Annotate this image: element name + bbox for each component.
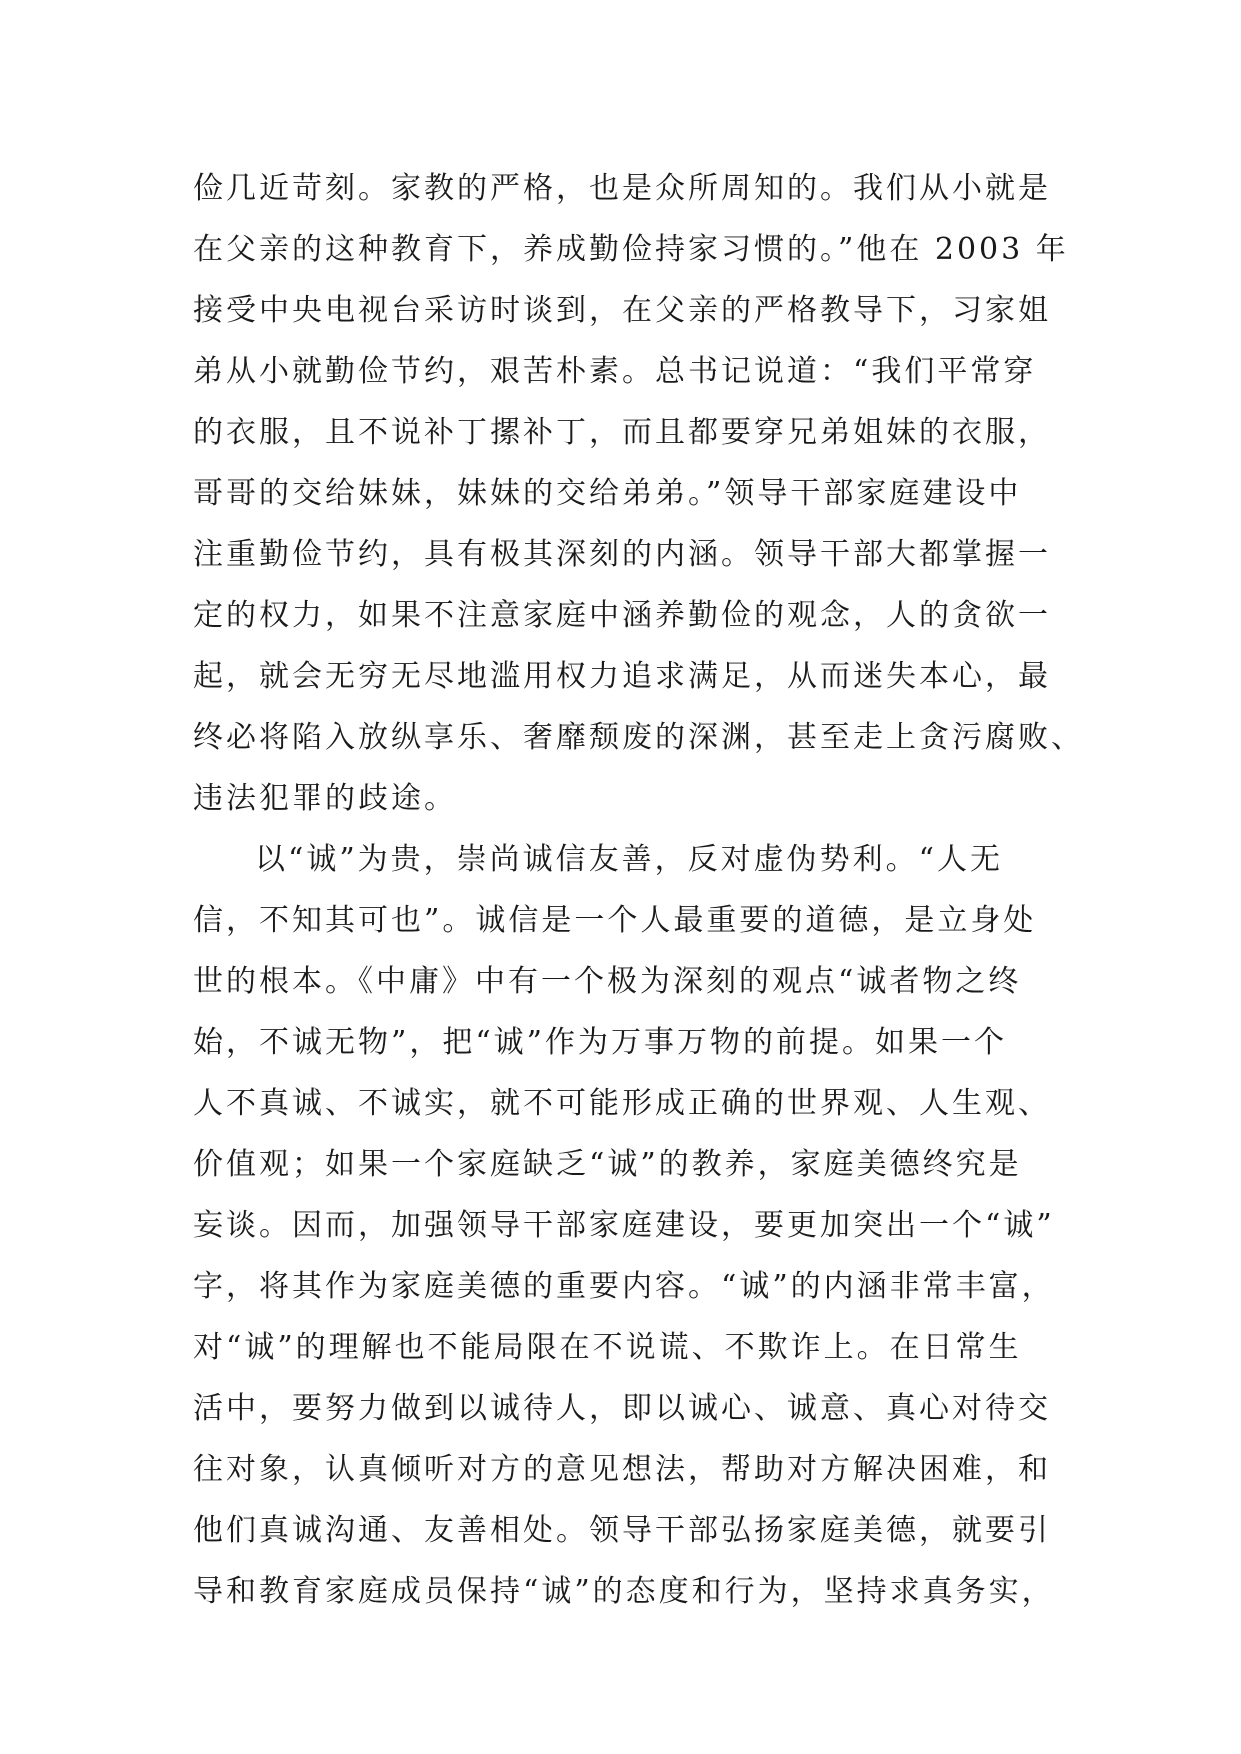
text-line: 活中，要努力做到以诚待人，即以诚心、诚意、真心对待交	[193, 1391, 1051, 1426]
text-line: 人不真诚、不诚实，就不可能形成正确的世界观、人生观、	[193, 1086, 1051, 1121]
text-line: 弟从小就勤俭节约，艰苦朴素。总书记说道：“我们平常穿	[193, 354, 1037, 389]
text-line: 他们真诚沟通、友善相处。领导干部弘扬家庭美德，就要引	[193, 1513, 1051, 1548]
text-line: 妄谈。因而，加强领导干部家庭建设，要更加突出一个“诚”	[193, 1208, 1055, 1243]
text-line: 的衣服，且不说补丁摞补丁，而且都要穿兄弟姐妹的衣服，	[193, 415, 1051, 450]
text-line: 价值观；如果一个家庭缺乏“诚”的教养，家庭美德终究是	[193, 1147, 1022, 1182]
text-line: 接受中央电视台采访时谈到，在父亲的严格教导下，习家姐	[193, 293, 1051, 328]
text-line: 始，不诚无物”，把“诚”作为万事万物的前提。如果一个	[193, 1025, 1008, 1060]
text-line: 注重勤俭节约，具有极其深刻的内涵。领导干部大都掌握一	[193, 537, 1051, 572]
text-line: 定的权力，如果不注意家庭中涵养勤俭的观念，人的贪欲一	[193, 598, 1051, 633]
paragraph-first-line: 以“诚”为贵，崇尚诚信友善，反对虚伪势利。“人无	[255, 842, 1004, 877]
text-line: 字，将其作为家庭美德的重要内容。“诚”的内涵非常丰富，	[193, 1269, 1055, 1304]
text-line: 违法犯罪的歧途。	[193, 781, 457, 816]
text-line: 俭几近苛刻。家教的严格，也是众所周知的。我们从小就是	[193, 171, 1051, 206]
text-line: 世的根本。《中庸》中有一个极为深刻的观点“诚者物之终	[193, 964, 1022, 999]
text-line: 哥哥的交给妹妹，妹妹的交给弟弟。”领导干部家庭建设中	[193, 476, 1022, 511]
text-line: 终必将陷入放纵享乐、奢靡颓废的深渊，甚至走上贪污腐败、	[193, 720, 1084, 755]
text-line: 导和教育家庭成员保持“诚”的态度和行为，坚持求真务实，	[193, 1574, 1055, 1609]
text-line: 对“诚”的理解也不能局限在不说谎、不欺诈上。在日常生	[193, 1330, 1022, 1365]
body-text	[193, 158, 1084, 1622]
text-line: 起，就会无穷无尽地滥用权力追求满足，从而迷失本心，最	[193, 659, 1051, 694]
text-line: 在父亲的这种教育下，养成勤俭持家习惯的。”他在 2003 年	[193, 232, 1069, 267]
text-line: 信，不知其可也”。诚信是一个人最重要的道德，是立身处	[193, 903, 1037, 938]
text-line: 往对象，认真倾听对方的意见想法，帮助对方解决困难，和	[193, 1452, 1051, 1487]
